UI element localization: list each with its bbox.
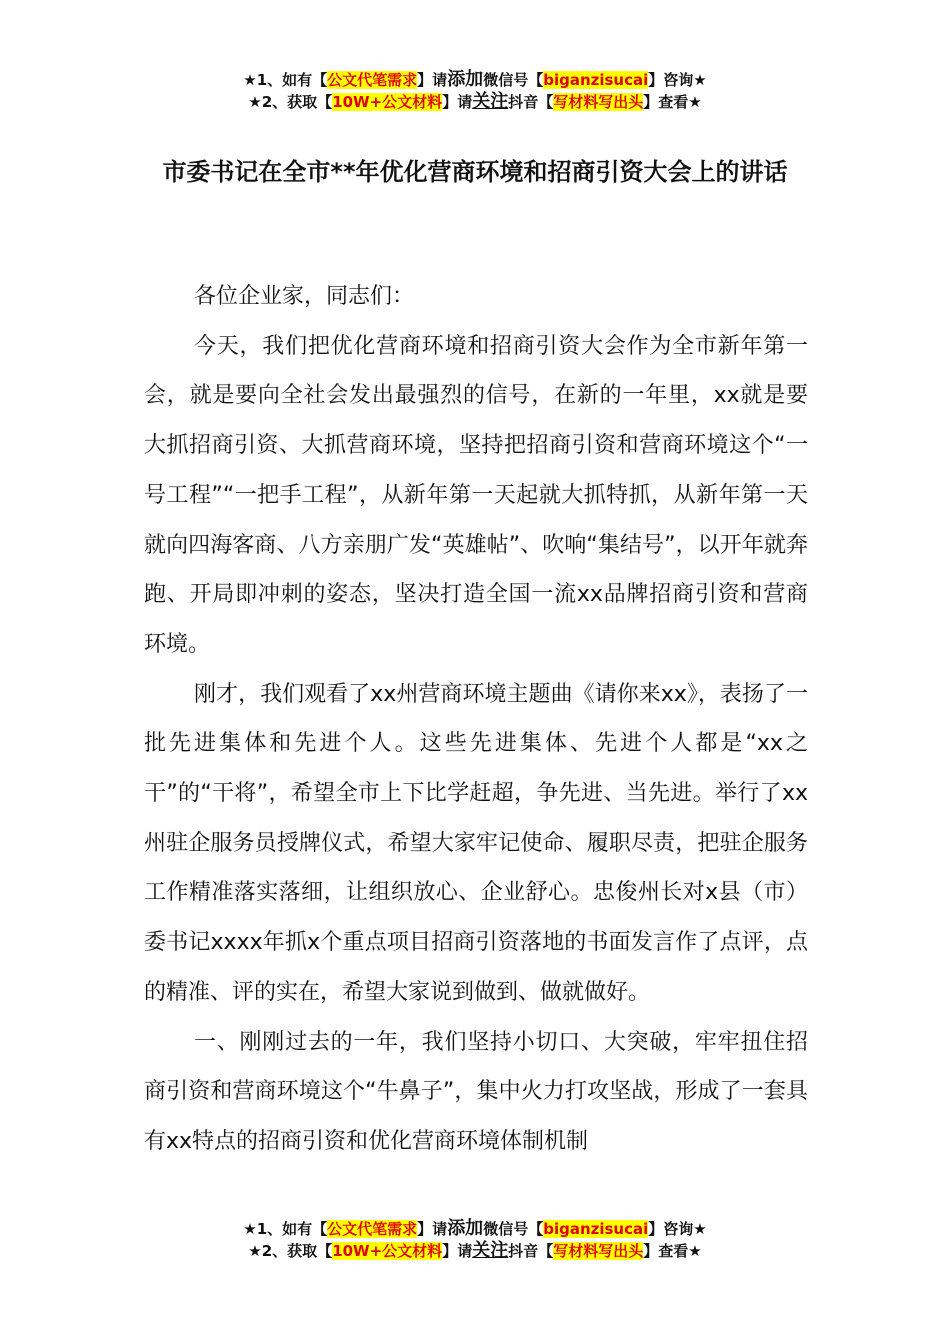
promo-line-2	[0, 91, 950, 113]
body-paragraph: 刚才，我们观看了xx州营商环境主题曲《请你来xx》，表扬了一批先进集体和先进个人。这些先进集体、先进个人都是“xx之干”的“干将”，希望全市上下比学赶超，争先进、当先进。举行了xx州驻企服务员授牌仪式，希望大家牢记使命、履职尽责，把驻企服务工作精准落实落细，让组织放心、企业舒心。忠俊州长对x县（市）委书记xxxx年抓x个重点项目招商引资落地的书面发言作了点评，点的精准、评的实在，希望大家说到做到、做就做好。	[144, 681, 808, 1005]
promo-text: 】请	[442, 1242, 473, 1260]
promo-text: 】咨询★	[648, 71, 707, 89]
promo-text: 】请	[417, 1220, 448, 1238]
promo-text: 抖音【	[508, 1242, 554, 1260]
promo-emphasis: 添加	[447, 1218, 484, 1239]
promo-emphasis: 添加	[447, 69, 484, 90]
body-paragraph: 今天，我们把优化营商环境和招商引资大会作为全市新年第一会，就是要向全社会发出最强烈的信号，在新的一年里，xx就是要大抓招商引资、大抓营商环境，坚持把招商引资和营商环境这个“一号工程”“一把手工程”，从新年第一天起就大抓特抓，从新年第一天就向四海客商、八方亲朋广发“英雄帖”、吹响“集结号”，以开年就奔跑、开局即冲刺的姿态，坚决打造全国一流xx品牌招商引资和营商环境。	[144, 333, 808, 657]
promo-text: 】咨询★	[648, 1220, 707, 1238]
promo-text: ★1、如有【	[243, 1220, 328, 1238]
body-paragraph: 一、刚刚过去的一年，我们坚持小切口、大突破，牢牢扭住招商引资和营商环境这个“牛鼻子”，集中火力打攻坚战，形成了一套具有xx特点的招商引资和优化营商环境体制机制	[144, 1029, 808, 1154]
promo-emphasis: 关注	[472, 1240, 509, 1261]
promo-highlight-douyin: 写材料写出头	[553, 93, 644, 111]
promo-text: ★1、如有【	[243, 71, 328, 89]
promo-highlight-materials: 10W+公文材料	[332, 93, 443, 111]
promo-line-1	[0, 1218, 950, 1240]
promo-highlight-wechat: biganzisucai	[543, 1220, 649, 1238]
document-body	[144, 272, 808, 1167]
promo-text: ★2、获取【	[248, 1242, 333, 1260]
salutation: 各位企业家，同志们：	[194, 284, 415, 309]
promo-line-1	[0, 69, 950, 91]
promo-text: 微信号【	[483, 71, 544, 89]
promo-highlight-douyin: 写材料写出头	[553, 1242, 644, 1260]
promo-highlight-materials: 10W+公文材料	[332, 1242, 443, 1260]
promo-text: 】请	[417, 71, 448, 89]
promo-highlight-service: 公文代笔需求	[327, 1220, 418, 1238]
promo-text: ★2、获取【	[248, 93, 333, 111]
promo-text: 】查看★	[643, 93, 702, 111]
promo-text: 抖音【	[508, 93, 554, 111]
promo-text: 】请	[442, 93, 473, 111]
promo-line-2	[0, 1240, 950, 1262]
promo-text: 】查看★	[643, 1242, 702, 1260]
promo-emphasis: 关注	[472, 91, 509, 112]
document-title: 市委书记在全市**年优化营商环境和招商引资大会上的讲话	[162, 158, 788, 186]
promo-banner-top	[0, 69, 950, 113]
promo-text: 微信号【	[483, 1220, 544, 1238]
promo-highlight-wechat: biganzisucai	[543, 71, 649, 89]
promo-banner-bottom	[0, 1218, 950, 1262]
promo-highlight-service: 公文代笔需求	[327, 71, 418, 89]
